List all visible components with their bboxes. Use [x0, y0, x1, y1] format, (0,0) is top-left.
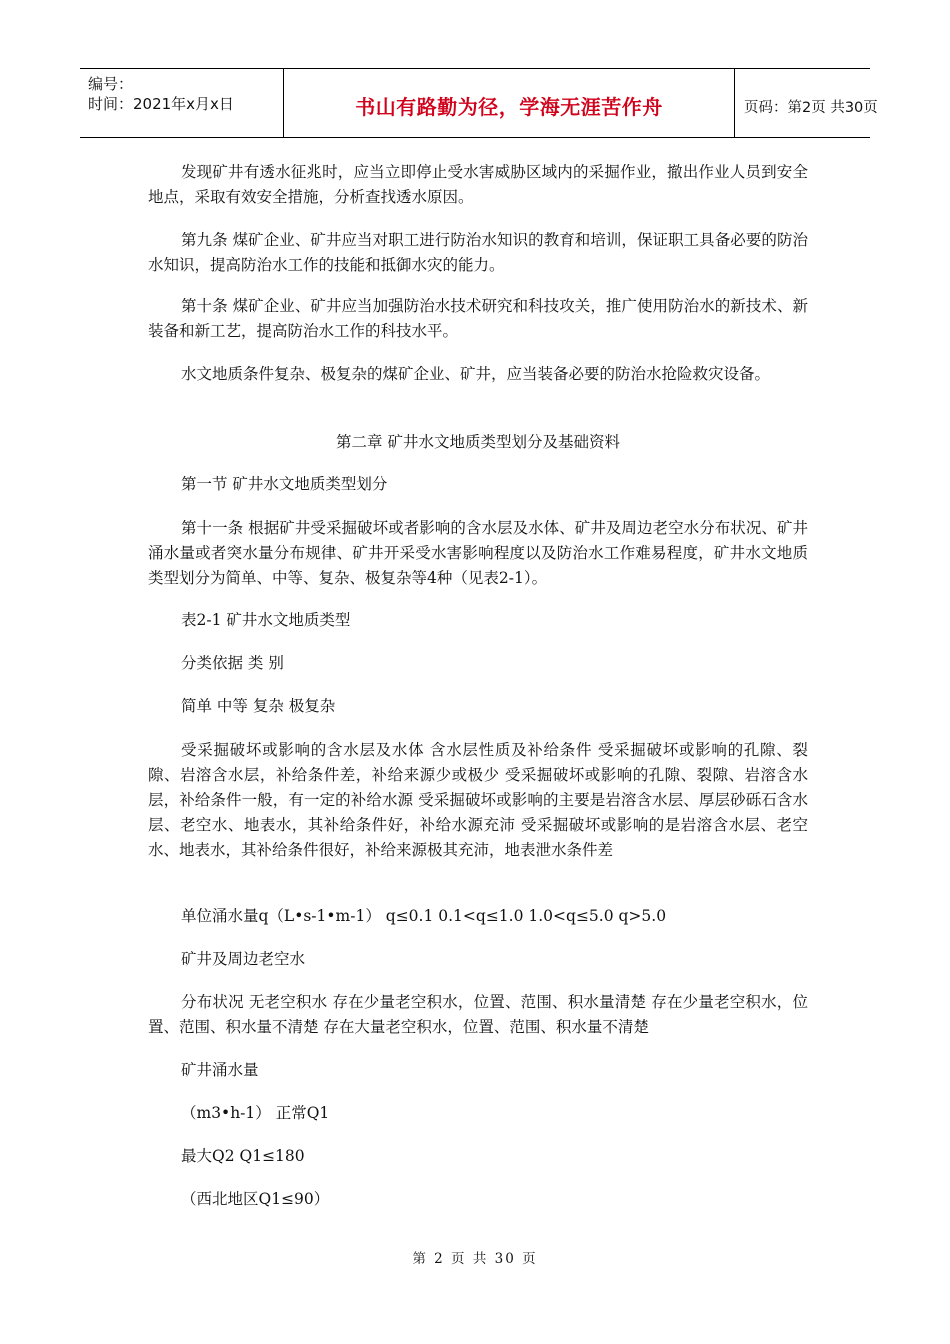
header-center-cell	[283, 69, 735, 137]
header-left-cell	[80, 69, 283, 137]
table-text: （西北地区Q1≤90）	[181, 1190, 330, 1208]
paragraph: 第九条 煤矿企业、矿井应当对职工进行防治水知识的教育和培训，保证职工具备必要的防治水知识，提高防治水工作的技能和抵御水灾的能力。	[148, 231, 808, 274]
paragraph: 第十条 煤矿企业、矿井应当加强防治水技术研究和科技攻关，推广使用防治水的新技术、新装备和新工艺，提高防治水工作的科技水平。	[148, 297, 808, 340]
table-text: 简单 中等 复杂 极复杂	[181, 697, 336, 715]
table-caption: 表2-1 矿井水文地质类型	[181, 611, 351, 629]
document-number-label: 编号：	[88, 75, 134, 93]
header-right-cell	[735, 69, 878, 137]
table-text: 受采掘破坏或影响的含水层及水体 含水层性质及补给条件 受采掘破坏或影响的孔隙、裂隙、岩溶含水层，补给条件差，补给来源少或极少 受采掘破坏或影响的孔隙、裂隙、岩溶含水层，补给条件一般，有一定的补给水源 受采掘破坏或影响的主要是岩溶含水层、厚层砂砾石含水层、老空水、地表水，其补给条件好，补给水源充沛 受采掘破坏或影响的是岩溶含水层、老空水、地表水，其补给条件很好，补给来源极其充沛，地表泄水条件差	[148, 741, 808, 859]
table-text: 最大Q2 Q1≤180	[181, 1147, 305, 1165]
header-motto: 书山有路勤为径，学海无涯苦作舟	[355, 95, 663, 119]
paragraph: 第十一条 根据矿井受采掘破坏或者影响的含水层及水体、矿井及周边老空水分布状况、矿井涌水量或者突水量分布规律、矿井开采受水害影响程度以及防治水工作难易程度，矿井水文地质类型划分为简单、中等、复杂、极复杂等4种（见表2-1）。	[148, 519, 808, 587]
section-heading: 第一节 矿井水文地质类型划分	[181, 475, 388, 493]
table-text: （m3•h-1） 正常Q1	[181, 1104, 330, 1122]
table-text: 单位涌水量q（L•s-1•m-1） q≤0.1 0.1<q≤1.0 1.0<q≤5.0 q>5.0	[181, 907, 667, 925]
chapter-heading: 第二章 矿井水文地质类型划分及基础资料	[336, 433, 620, 451]
page-info: 页码：第2页 共30页	[744, 100, 878, 116]
paragraph: 发现矿井有透水征兆时，应当立即停止受水害威胁区域内的采掘作业，撤出作业人员到安全地点，采取有效安全措施，分析查找透水原因。	[148, 163, 808, 206]
paragraph: 水文地质条件复杂、极复杂的煤矿企业、矿井，应当装备必要的防治水抢险救灾设备。	[181, 365, 771, 383]
table-text: 分类依据 类 别	[181, 654, 284, 672]
page-header-table	[80, 68, 878, 138]
table-text: 矿井及周边老空水	[181, 950, 306, 968]
document-time-label: 时间：2021年x月x日	[88, 95, 234, 113]
table-text: 矿井涌水量	[181, 1061, 259, 1079]
page-footer: 第 2 页 共 30 页	[412, 1251, 538, 1267]
table-text: 分布状况 无老空积水 存在少量老空积水，位置、范围、积水量清楚 存在少量老空积水，位置、范围、积水量不清楚 存在大量老空积水，位置、范围、积水量不清楚	[148, 993, 808, 1036]
